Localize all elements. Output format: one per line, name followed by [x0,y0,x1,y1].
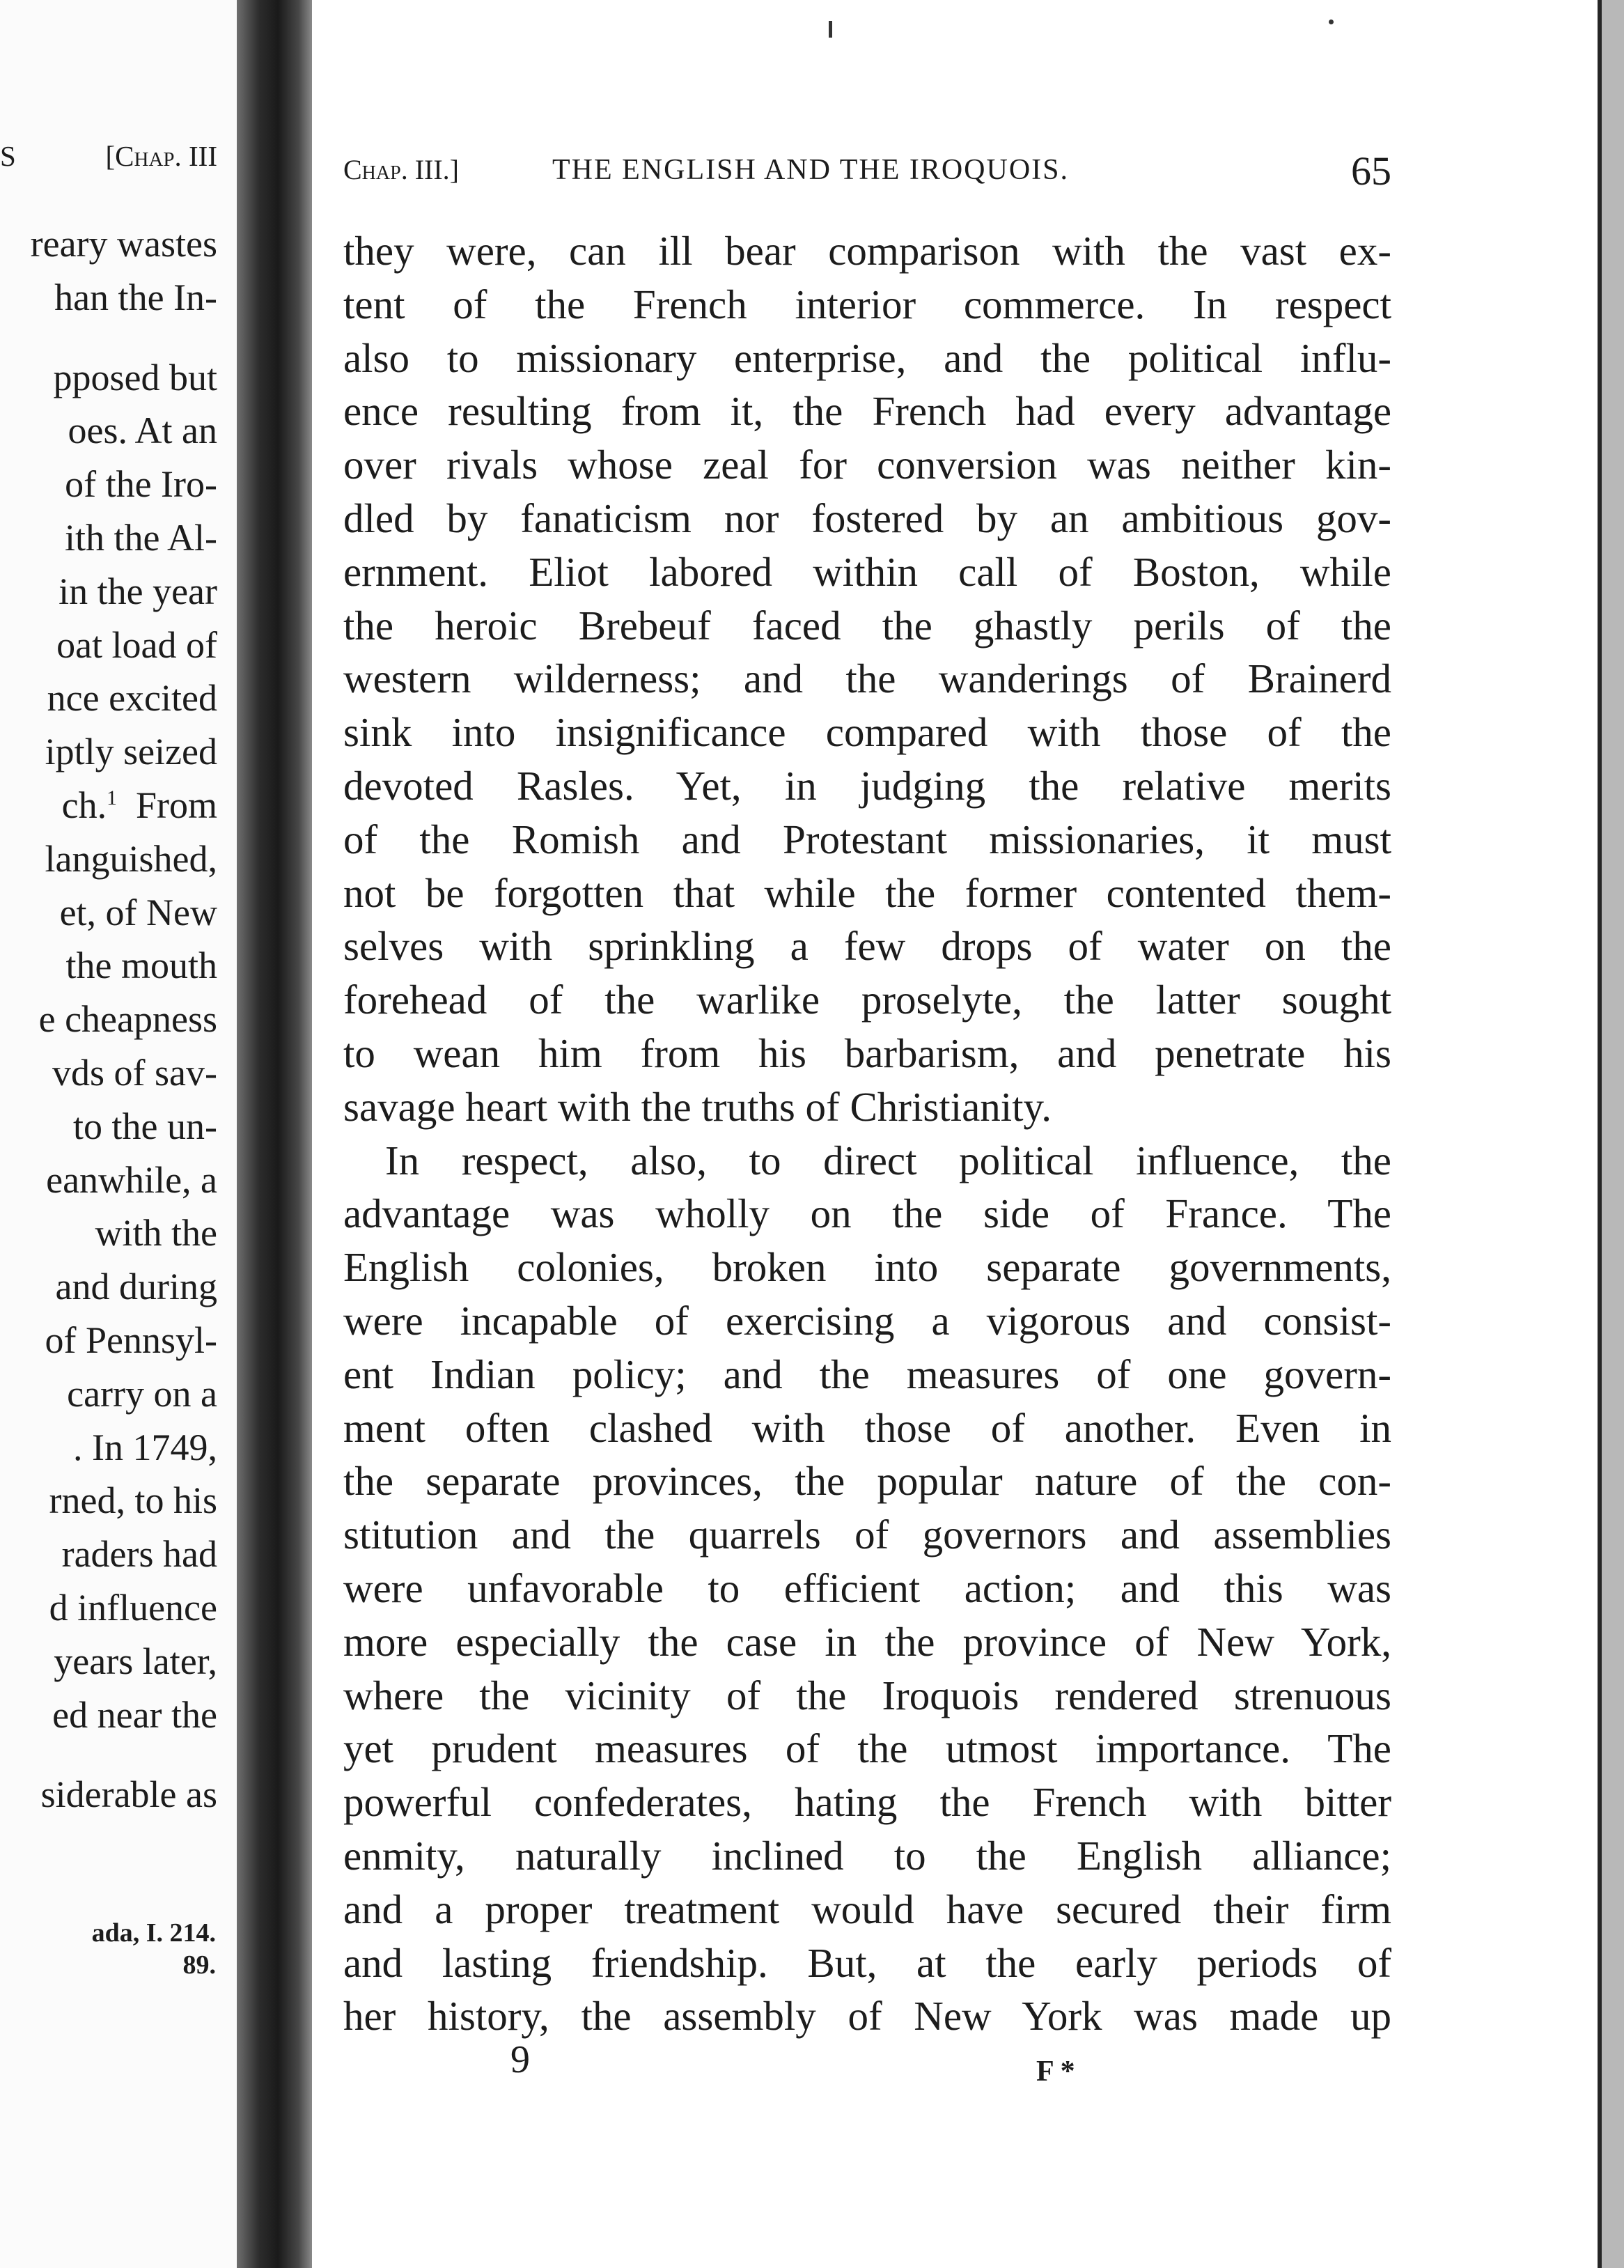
text-line: powerful confederates, hating the French with bitter [343,1779,1391,1826]
running-title: THE ENGLISH AND THE IROQUOIS. [552,154,1070,186]
left-line: ed near the [52,1693,217,1736]
left-head-fragment: S [0,140,16,172]
page-number: 65 [1351,148,1391,194]
paragraph-end-line: savage heart with the truths of Christianity. [343,1083,1052,1130]
left-line: languished, [45,837,217,880]
left-line: pposed but [53,356,217,398]
text-line: more especially the case in the province of New York, [343,1618,1391,1665]
text-line: advantage was wholly on the side of France. The [343,1190,1391,1237]
text-line: they were, can ill bear comparison with the vast ex- [343,228,1391,274]
left-line: of Pennsyl- [45,1319,217,1361]
text-line: ent Indian policy; and the measures of one govern- [343,1351,1391,1397]
left-line: oat load of [56,623,217,666]
text-line: her history, the assembly of New York was made up [343,1993,1391,2040]
footnote-line: ada, I. 214. [91,1918,216,1948]
text-line: dled by fanaticism nor fostered by an ambitious gov- [343,495,1391,541]
left-line: e cheapness [38,998,217,1041]
left-line: rned, to his [49,1479,217,1522]
text-line: where the vicinity of the Iroquois rendered strenuous [343,1672,1391,1718]
chapter-label: Chap. III.] [343,154,459,185]
text-line: not be forgotten that while the former contented them- [343,869,1391,916]
text-line: western wilderness; and the wanderings of Brainerd [343,655,1391,702]
left-line: eanwhile, a [46,1158,217,1201]
left-line: ith the Al- [65,516,217,559]
left-line: and during [55,1266,217,1308]
footnote-ref: 1 [107,786,117,809]
left-line-with-footnote [0,779,217,832]
text-line: ence resulting from it, the French had every advantage [343,388,1391,435]
left-line: raders had [61,1533,217,1576]
left-line-text: From [116,784,217,826]
text-line: over rivals whose zeal for conversion was neither kin- [343,442,1391,488]
text-line: tent of the French interior commerce. In respect [343,281,1391,327]
text-line: forehead of the warlike proselyte, the latter sought [343,977,1391,1023]
scan-background-edge [1602,0,1624,2268]
left-line [0,1741,217,1768]
left-line: han the In- [54,276,217,318]
signature-number: 9 [510,2038,530,2081]
print-speck [1329,20,1334,24]
left-line: reary wastes [30,223,217,265]
signature-mark: F * [1036,2056,1075,2088]
text-line: ment often clashed with those of another. Even in [343,1404,1391,1451]
text-line: English colonies, broken into separate governments, [343,1244,1391,1291]
left-footnotes [92,1917,216,1981]
text-line: the heroic Brebeuf faced the ghastly perils of the [343,602,1391,648]
text-line: yet prudent measures of the utmost importance. The [343,1725,1391,1772]
left-line: d influence [49,1586,217,1629]
text-line: the separate provinces, the popular nature of the con- [343,1458,1391,1505]
left-line: of the Iro- [65,463,217,506]
left-line: carry on a [67,1372,217,1415]
text-line: ernment. Eliot labored within call of Boston, while [343,548,1391,595]
left-line: the mouth [65,945,217,987]
left-line: in the year [58,570,217,612]
left-line: et, of New [59,891,217,933]
left-text-column [0,217,217,1822]
left-line: vds of sav- [52,1051,217,1094]
running-head [343,148,1391,196]
left-line: with the [95,1212,217,1255]
text-line: devoted Rasles. Yet, in judging the relative merits [343,762,1391,809]
text-line: enmity, naturally inclined to the English alliance; [343,1832,1391,1879]
text-line: and a proper treatment would have secured their firm [343,1886,1391,1932]
left-line-text: ch. [61,784,107,826]
left-line: oes. At an [68,410,217,452]
body-text [343,224,1391,2043]
left-chapter-label: [Chap. III [105,140,217,172]
left-line: nce excited [47,677,217,720]
text-line: to wean him from his barbarism, and penetrate his [343,1030,1391,1076]
footnote-line: 89. [182,1950,216,1980]
text-line: of the Romish and Protestant missionaries, it must [343,816,1391,862]
left-line: iptly seized [45,731,217,773]
book-gutter [237,0,312,2268]
text-line: sink into insignificance compared with those of the [343,709,1391,756]
text-line: also to missionary enterprise, and the political influ- [343,334,1391,381]
text-line: were unfavorable to efficient action; and this was [343,1564,1391,1611]
text-line: selves with sprinkling a few drops of water on the [343,923,1391,970]
print-speck [829,21,832,38]
left-line: . In 1749, [73,1426,217,1468]
left-line: to the un- [73,1105,217,1147]
book-page [312,0,1598,2268]
text-line: were incapable of exercising a vigorous and consist- [343,1297,1391,1344]
text-line: stitution and the quarrels of governors and assemblies [343,1512,1391,1558]
text-line: and lasting friendship. But, at the early periods of [343,1939,1391,1986]
left-line: siderable as [40,1773,217,1816]
left-line: years later, [54,1640,217,1682]
left-line [0,325,217,351]
left-page-fragment [0,0,237,2268]
paragraph-start-line: In respect, also, to direct political influence, the [385,1137,1391,1183]
